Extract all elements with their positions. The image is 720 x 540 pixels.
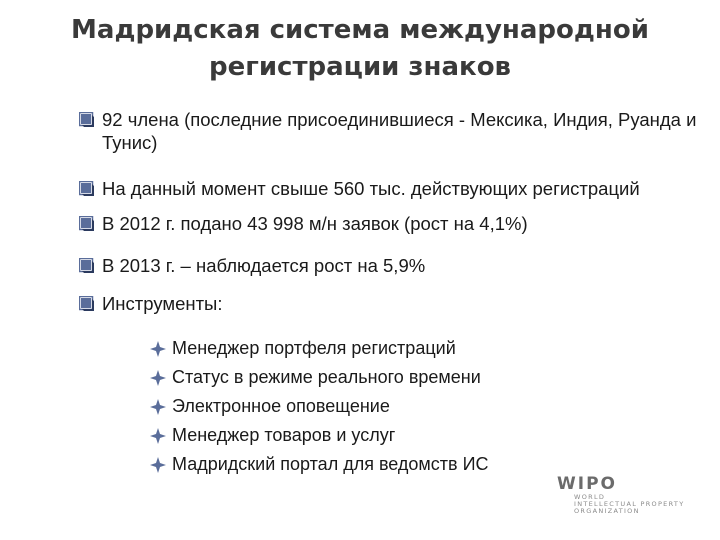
square-bullet-icon	[79, 296, 94, 311]
tool-text: Электронное оповещение	[172, 396, 390, 416]
bullet-text: 92 члена (последние присоединившиеся - Мексика, Индия, Руанда и Тунис)	[102, 109, 697, 153]
bullet-item	[79, 212, 528, 235]
tool-item	[150, 450, 570, 479]
diamond-bullet-icon	[150, 370, 166, 386]
square-bullet-icon	[79, 112, 94, 127]
page-title	[40, 12, 680, 86]
bullet-text: Инструменты:	[102, 293, 223, 314]
bullet-text: В 2012 г. подано 43 998 м/н заявок (рост на 4,1%)	[102, 213, 528, 234]
tool-text: Менеджер товаров и услуг	[172, 425, 396, 445]
tool-text: Менеджер портфеля регистраций	[172, 338, 456, 358]
wipo-logo-line-1: WORLD	[574, 493, 606, 501]
bullet-item	[79, 108, 699, 154]
tools-list	[150, 334, 570, 479]
tool-item	[150, 363, 570, 392]
bullet-item	[79, 177, 640, 200]
bullet-item	[79, 292, 223, 315]
diamond-bullet-icon	[150, 341, 166, 357]
square-bullet-icon	[79, 181, 94, 196]
bullet-text: В 2013 г. – наблюдается рост на 5,9%	[102, 255, 426, 276]
title-line-1: Мадридская система международной	[71, 15, 649, 45]
wipo-logo-mark: WIPO	[557, 474, 617, 494]
tool-text: Мадридский портал для ведомств ИС	[172, 454, 489, 474]
diamond-bullet-icon	[150, 457, 166, 473]
tool-item	[150, 334, 570, 363]
square-bullet-icon	[79, 258, 94, 273]
bullet-text: На данный момент свыше 560 тыс. действующих регистраций	[102, 178, 640, 199]
tool-item	[150, 392, 570, 421]
wipo-logo-line-3: ORGANIZATION	[574, 507, 640, 515]
title-line-2: регистрации знаков	[208, 52, 512, 82]
diamond-bullet-icon	[150, 428, 166, 444]
bullet-item	[79, 254, 425, 277]
tool-text: Статус в режиме реального времени	[172, 367, 481, 387]
tool-item	[150, 421, 570, 450]
diamond-bullet-icon	[150, 399, 166, 415]
wipo-logo-line-2: INTELLECTUAL PROPERTY	[574, 500, 685, 508]
wipo-logo	[557, 474, 697, 520]
square-bullet-icon	[79, 216, 94, 231]
